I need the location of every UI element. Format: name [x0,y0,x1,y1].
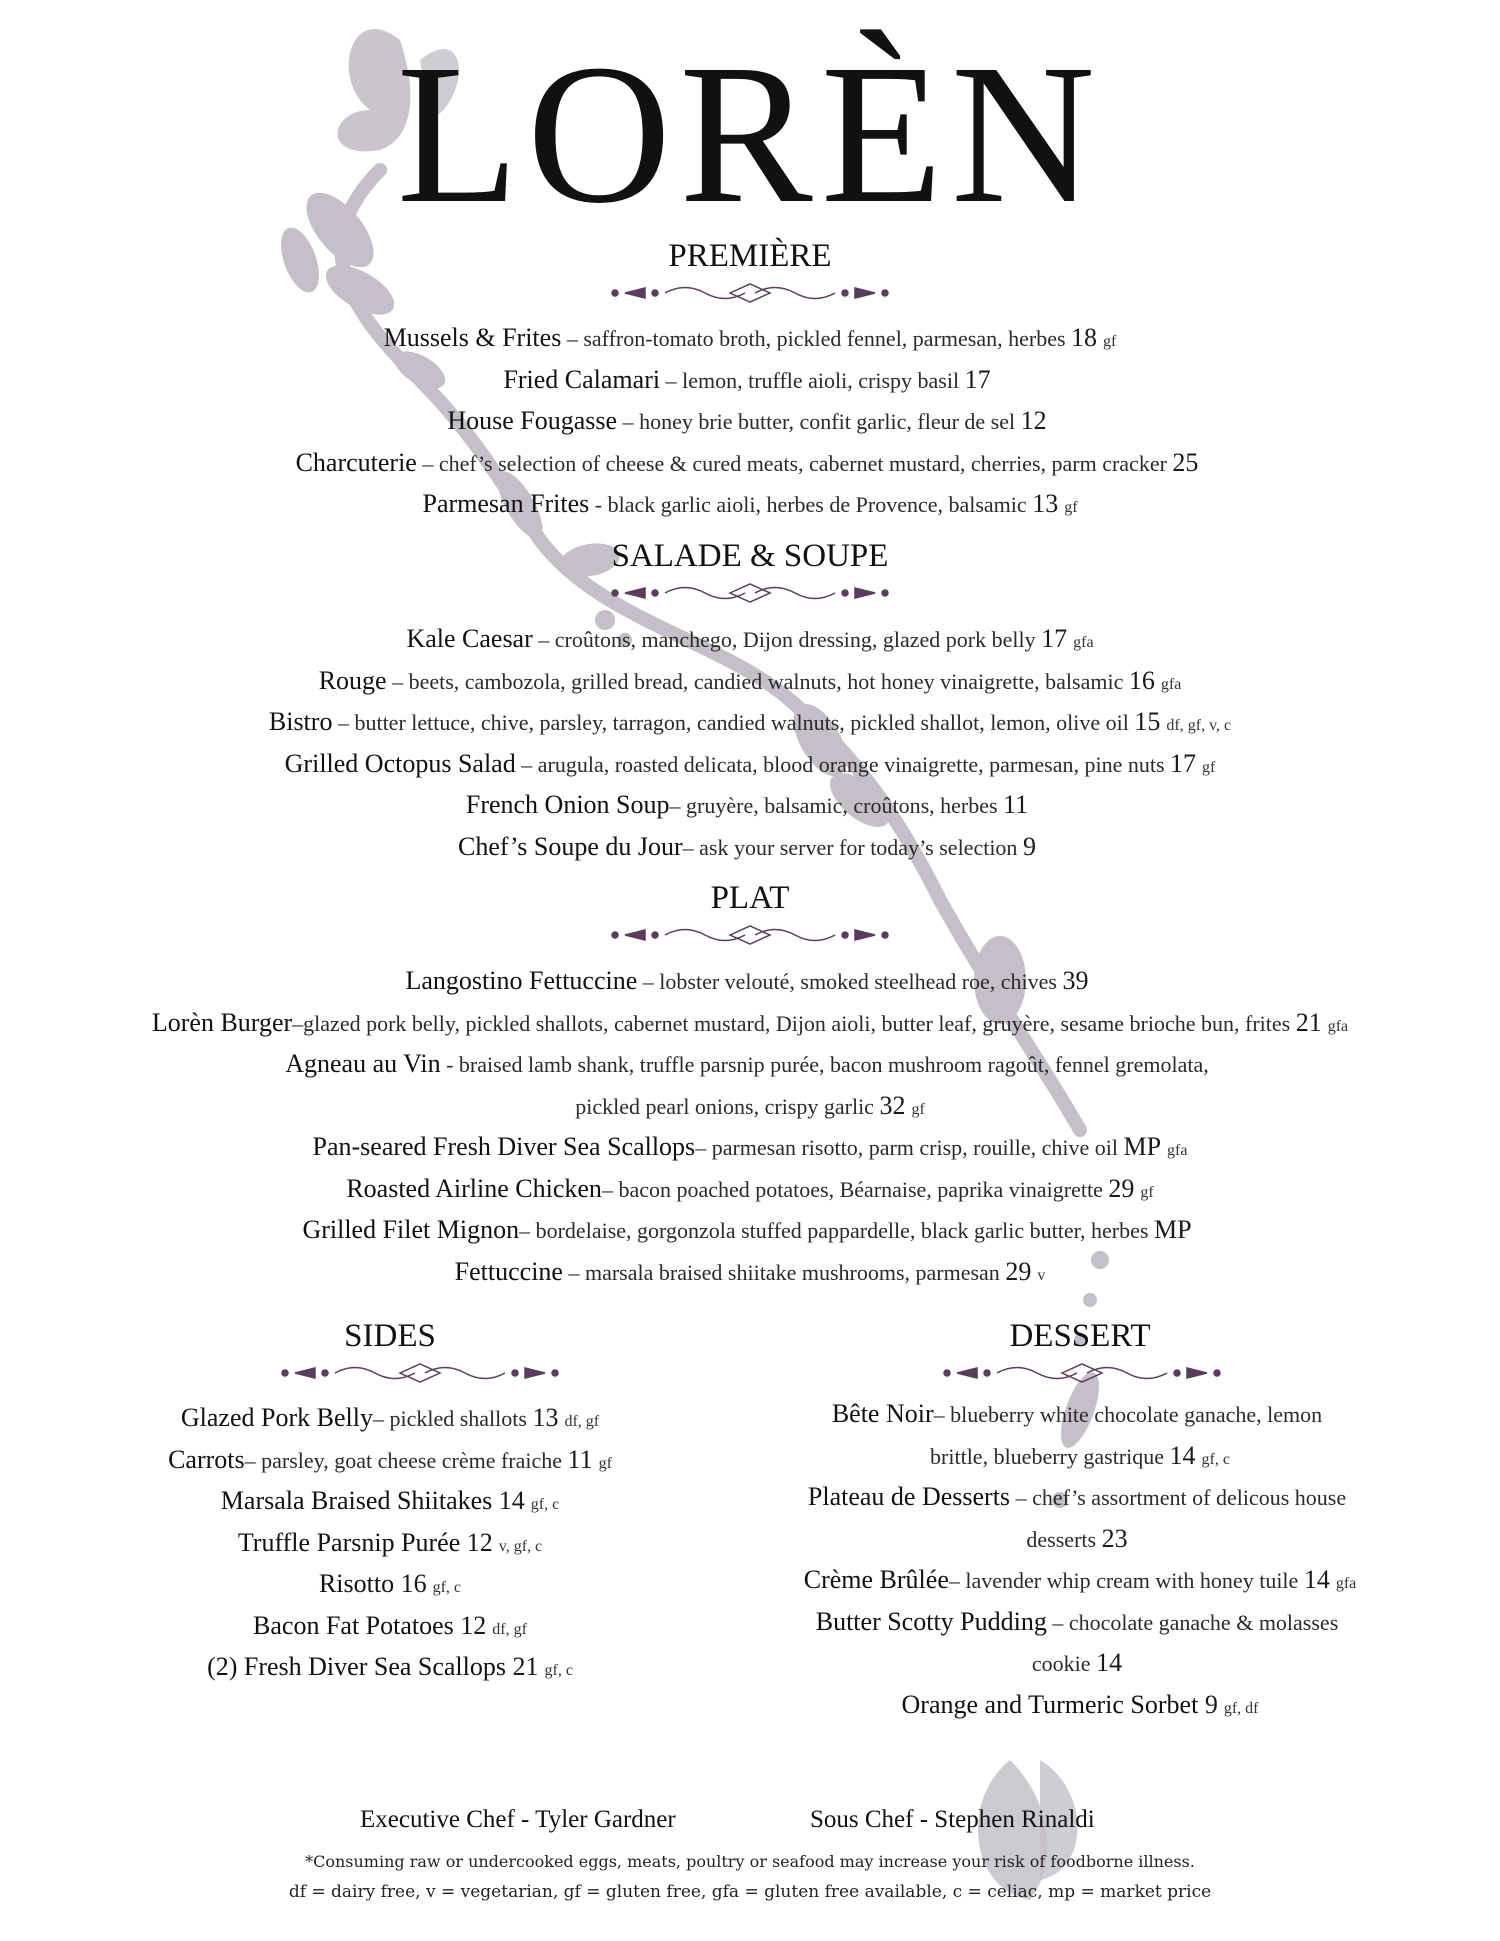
item-price: 12 [1020,406,1047,435]
item-name: Fried Calamari [503,364,661,394]
item-price: 14 [1169,1440,1196,1470]
item-dietary-tags: gfa [1327,1017,1349,1035]
item-description: – parmesan risotto, parm crisp, rouille, chive oil [695,1135,1124,1160]
item-dietary-tags: gf, c [544,1662,573,1679]
item-name: Mussels & Frites [383,323,562,352]
item-name: Kale Caesar [406,624,533,653]
menu-item [0,748,1500,784]
item-dietary-tags: gf [1202,758,1216,776]
item-name: Fettuccine [454,1256,563,1286]
item-price: 16 [1128,665,1155,695]
item-dietary-tags: df, gf [564,1413,600,1430]
item-name: Agneau au Vin [285,1049,441,1078]
item-name: Roasted Airline Chicken [346,1173,602,1203]
section-title-plat: PLAT [710,880,790,916]
menu-item [0,1090,1500,1126]
item-description: pickled pearl onions, crispy garlic [575,1093,880,1119]
item-price: 9 [1204,1689,1218,1719]
item-name: Grilled Filet Mignon [302,1215,520,1244]
item-description: brittle, blueberry gastrique [930,1443,1170,1469]
item-description: – ask your server for today’s selection [682,834,1023,860]
item-price: 15 [1134,707,1161,736]
item-price: 23 [1101,1523,1128,1553]
item-dietary-tags: gf [1103,333,1117,350]
item-price: 21 [512,1652,539,1681]
menu-item [740,1564,1420,1600]
item-name: Bacon Fat Potatoes [253,1610,461,1640]
menu-item [740,1481,1420,1517]
item-dietary-tags: gf, c [432,1579,462,1596]
divider-ornament-icon [605,922,895,948]
menu-item [0,447,1500,483]
item-name: (2) Fresh Diver Sea Scallops [207,1652,513,1681]
item-name: Pan-seared Fresh Diver Sea Scallops [312,1132,696,1161]
menu-item [0,488,1500,524]
divider-ornament-icon [275,1360,565,1386]
item-description: – saffron-tomato broth, pickled fennel, parmesan, herbes [561,326,1072,351]
item-name: Bête Noir [831,1399,934,1428]
menu-item [0,665,1500,701]
item-price: 17 [1041,624,1068,653]
restaurant-logo: LORÈN [396,24,1104,245]
item-price: 18 [1071,323,1098,352]
divider-ornament-icon [937,1360,1227,1386]
item-description: – arugula, roasted delicata, blood orange vinaigrette, parmesan, pine nuts [515,751,1171,777]
menu-item [0,364,1500,400]
item-description: – bordelaise, gorgonzola stuffed pappardelle, black garlic butter, herbes [519,1218,1154,1243]
item-price: 25 [1172,447,1199,477]
menu-item [0,965,1500,1001]
item-description: – bacon poached potatoes, Béarnaise, paprika vinaigrette [601,1176,1109,1202]
item-name: Risotto [318,1569,401,1598]
food-safety-warning: *Consuming raw or undercooked eggs, meats, poultry or seafood may increase your risk of foodborne illness. [305,1852,1195,1871]
menu-item [0,623,1500,659]
menu-item [0,1007,1500,1043]
item-name: Rouge [318,665,387,695]
item-name: Lorèn Burger [151,1007,293,1037]
item-description: – marsala braised shiitake mushrooms, parmesan [562,1259,1006,1285]
item-description: – blueberry white chocolate ganache, lemon [933,1402,1323,1427]
item-price: 14 [1096,1648,1123,1677]
item-price: 39 [1062,966,1089,995]
item-name: Glazed Pork Belly [180,1403,373,1432]
menu-item [740,1606,1420,1642]
menu-item [740,1440,1420,1476]
item-name: Plateau de Desserts [807,1482,1011,1511]
menu-item [0,1173,1500,1209]
item-price: 13 [532,1403,559,1432]
item-price: 32 [879,1090,906,1120]
item-description: – lobster velouté, smoked steelhead roe, chives [637,969,1063,994]
item-description: – beets, cambozola, grilled bread, candied walnuts, hot honey vinaigrette, balsamic [386,668,1129,694]
item-name: Crème Brûlée [803,1565,949,1594]
item-description: desserts [1026,1526,1102,1552]
sous-chef-credit: Sous Chef - Stephen Rinaldi [810,1806,1095,1833]
item-name: Carrots [168,1444,245,1474]
section-title-premiere: PREMIÈRE [668,238,832,274]
item-price: 29 [1005,1256,1032,1286]
menu-item [0,1214,1500,1250]
menu-item [740,1398,1420,1434]
menu-item [0,1256,1500,1292]
item-dietary-tags: gfa [1160,675,1182,693]
item-dietary-tags: df, gf, v, c [1166,717,1232,734]
menu-item [80,1610,700,1646]
item-dietary-tags: df, gf [492,1620,527,1638]
item-name: House Fougasse [447,406,618,435]
item-name: Truffle Parsnip Purée [237,1527,467,1557]
item-description: – parsley, goat cheese crème fraiche [244,1447,568,1473]
item-name: Grilled Octopus Salad [284,748,516,778]
item-dietary-tags: v [1037,1266,1046,1284]
item-price: 11 [1003,790,1029,819]
item-description: – lavender whip cream with honey tuile [948,1568,1304,1593]
menu-item [80,1402,700,1438]
item-price: 12 [460,1610,487,1640]
item-description: – honey brie butter, confit garlic, fleur de sel [617,409,1021,434]
menu-item [740,1523,1420,1559]
item-description: –glazed pork belly, pickled shallots, cabernet mustard, Dijon aioli, butter leaf, gruyère, sesame brioche bun, frites [292,1010,1296,1036]
menu-item [0,789,1500,825]
item-dietary-tags: gfa [1073,634,1094,651]
item-description: cookie [1031,1651,1097,1676]
item-description: - black garlic aioli, herbes de Provence, balsamic [589,492,1033,517]
section-title-sides: SIDES [344,1318,436,1354]
menu-item [80,1485,700,1521]
menu-item [0,831,1500,867]
divider-ornament-icon [605,580,895,606]
menu-item [80,1651,700,1687]
item-dietary-tags: gfa [1335,1575,1357,1592]
menu-item [80,1527,700,1563]
item-price: 16 [400,1569,427,1598]
menu-item [0,405,1500,441]
item-name: Butter Scotty Pudding [815,1606,1047,1636]
item-description: – chef’s assortment of delicous house [1010,1485,1347,1510]
menu-item [80,1568,700,1604]
item-dietary-tags: gf, df [1223,1699,1259,1717]
divider-ornament-icon [605,280,895,306]
dietary-legend: df = dairy free, v = vegetarian, gf = gluten free, gfa = gluten free available, c = celiac, mp = market price [288,1882,1212,1902]
menu-item [0,1048,1500,1084]
item-price: MP [1153,1215,1192,1244]
item-description: – gruyère, balsamic, croûtons, herbes [669,793,1004,818]
menu-item [0,322,1500,358]
menu-item [740,1647,1420,1683]
menu-item [80,1444,700,1480]
item-price: 11 [567,1444,593,1474]
item-name: Chef’s Soupe du Jour [458,831,683,861]
item-price: 13 [1032,489,1059,518]
item-description: – butter lettuce, chive, parsley, tarragon, candied walnuts, pickled shallot, lemon, olive oil [332,710,1135,735]
item-description: – pickled shallots [372,1406,533,1431]
item-price: 14 [1303,1565,1330,1594]
item-dietary-tags: gfa [1167,1142,1188,1159]
item-name: Parmesan Frites [422,489,590,518]
item-description: - braised lamb shank, truffle parsnip purée, bacon mushroom ragoût, fennel gremolata, [440,1052,1209,1077]
item-price: 14 [498,1486,525,1515]
item-price: 9 [1022,831,1036,861]
menu-item [0,706,1500,742]
section-title-dessert: DESSERT [1009,1318,1151,1354]
item-dietary-tags: gf [598,1454,612,1472]
item-dietary-tags: gf, c [1201,1450,1230,1468]
executive-chef-credit: Executive Chef - Tyler Gardner [360,1806,676,1833]
item-name: French Onion Soup [465,790,670,819]
item-description: – lemon, truffle aioli, crispy basil [660,367,965,393]
item-description: – croûtons, manchego, Dijon dressing, glazed pork belly [532,627,1042,652]
item-name: Bistro [268,707,333,736]
item-price: 29 [1108,1173,1135,1203]
item-name: Charcuterie [295,447,417,477]
item-name: Langostino Fettuccine [405,966,638,995]
item-description: – chocolate ganache & molasses [1046,1609,1339,1635]
item-price: 17 [964,364,991,394]
item-price: 17 [1170,748,1197,778]
item-dietary-tags: gf [1140,1183,1154,1201]
item-dietary-tags: gf [911,1100,925,1118]
item-price: 21 [1295,1007,1322,1037]
section-title-salade: SALADE & SOUPE [611,538,889,574]
menu-item [0,1131,1500,1167]
item-price: MP [1123,1132,1162,1161]
item-price: 12 [466,1527,493,1557]
item-dietary-tags: v, gf, c [498,1537,543,1555]
menu-item [740,1689,1420,1725]
item-dietary-tags: gf [1064,499,1078,516]
item-name: Marsala Braised Shiitakes [220,1486,499,1515]
item-description: – chef’s selection of cheese & cured meats, cabernet mustard, cherries, parm cracker [416,450,1173,476]
item-dietary-tags: gf, c [530,1496,560,1513]
item-name: Orange and Turmeric Sorbet [901,1689,1205,1719]
